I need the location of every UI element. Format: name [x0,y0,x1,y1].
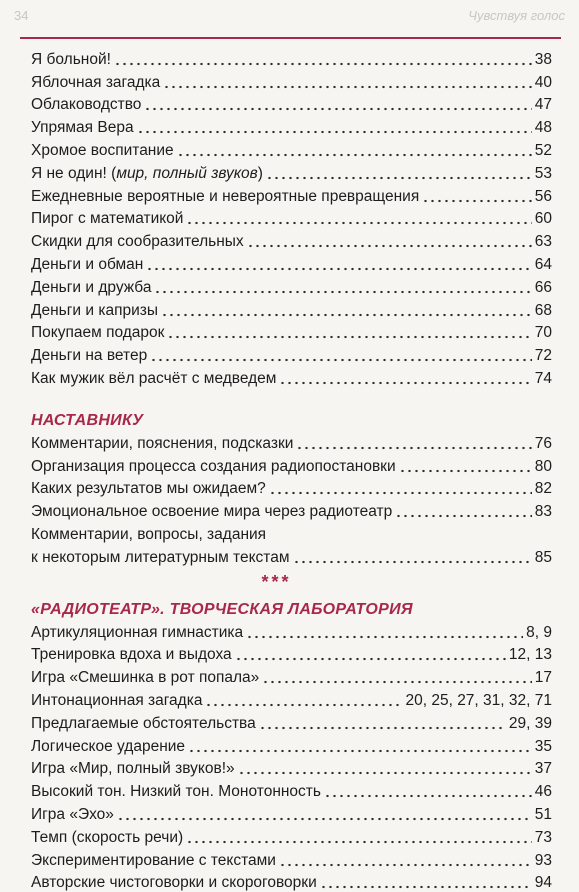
toc-entry-title-text: Яблочная загадка [31,74,160,91]
dot-leader [163,79,531,89]
dot-leader [422,193,532,203]
toc-entry-title [31,74,160,92]
toc-entry-title-text: Артикуляционная гимнастика [31,624,243,641]
toc-entry [31,476,552,499]
toc-entry-title-text: Темп (скорость речи) [31,829,183,846]
toc-entry-title [31,738,185,756]
toc-entry-title-text: Я не один! ( [31,165,116,182]
toc-entry [31,733,552,756]
toc-entry-title [31,806,114,824]
toc-entry [31,521,552,544]
running-header [14,0,565,30]
section-heading-mentor: НАСТАВНИКУ [31,388,552,430]
toc-entry [31,274,552,297]
toc-entry-title-text: Пирог с математикой [31,210,183,227]
toc-entry-page: 60 [535,210,552,228]
toc-entry-title [31,96,141,114]
dot-leader [247,238,532,248]
toc-entry-page: 53 [535,165,552,183]
toc-entry-page: 80 [535,458,552,476]
toc-entry-page: 29, 39 [509,715,552,733]
toc-entry [31,544,552,567]
dot-leader [188,743,532,753]
toc-entry-title [31,210,183,228]
separator-stars: *** [31,567,552,593]
toc-entry-title [31,760,235,778]
toc-entry-title [31,370,276,388]
toc-group-main [31,46,552,388]
toc-entry-page: 40 [535,74,552,92]
toc-entry-title [31,165,263,183]
toc-entry-title-text: Хромое воспитание [31,142,174,159]
toc-entry-title [31,256,143,274]
dot-leader [320,879,532,889]
toc-entry-title-text: к некоторым литературным текстам [31,549,290,566]
dot-leader [238,765,532,775]
toc-entry [31,824,552,847]
header-rule [20,37,561,39]
toc-entry-page: 12, 13 [509,646,552,664]
toc-entry-title [31,51,111,69]
toc-entry-title-text: Деньги и дружба [31,279,151,296]
dot-leader [150,352,532,362]
toc-entry-page: 20, 25, 27, 31, 32, 71 [405,692,552,710]
dot-leader [266,170,532,180]
toc-entry-title-text: Каких результатов мы ожидаем? [31,480,266,497]
toc-entry-title-text: Игра «Мир, полный звуков!» [31,760,235,777]
toc-entry-page: 46 [535,783,552,801]
toc-entry-page: 38 [535,51,552,69]
dot-leader [161,307,532,317]
toc-entry-page: 93 [535,852,552,870]
toc-entry [31,114,552,137]
toc-entry [31,453,552,476]
toc-entry-title-text: Комментарии, вопросы, задания [31,526,266,543]
toc-entry [31,642,552,665]
dot-leader [186,215,531,225]
dot-leader [117,811,532,821]
table-of-contents [31,46,552,892]
toc-entry-page: 8, 9 [526,624,552,642]
toc-entry-title [31,188,419,206]
toc-entry [31,92,552,115]
toc-entry-page: 73 [535,829,552,847]
toc-entry-title-end: ) [258,165,263,182]
dot-leader [177,147,532,157]
toc-entry-title-text: Предлагаемые обстоятельства [31,715,256,732]
dot-leader [114,56,532,66]
toc-entry-title-text: Деньги и капризы [31,302,158,319]
toc-entry-title [31,526,266,544]
toc-entry-title-text: Ежедневные вероятные и невероятные превращения [31,188,419,205]
toc-entry-title [31,142,174,160]
toc-entry-title-text: Игра «Эхо» [31,806,114,823]
toc-entry-title [31,503,392,521]
toc-entry-page: 68 [535,302,552,320]
toc-entry [31,619,552,642]
toc-entry-title [31,715,256,733]
toc-entry-title-text: Организация процесса создания радиопостановки [31,458,396,475]
toc-entry [31,320,552,343]
header-page-number: 34 [14,8,28,23]
toc-entry-page: 52 [535,142,552,160]
dot-leader [205,697,402,707]
toc-entry-title-text: Тренировка вдоха и выдоха [31,646,232,663]
toc-entry [31,847,552,870]
toc-entry-title-text: Интонационная загадка [31,692,202,709]
toc-entry-title-text: Игра «Смешинка в рот попала» [31,669,259,686]
toc-entry-title-text: Эмоциональное освоение мира через радиотеатр [31,503,392,520]
toc-entry [31,251,552,274]
toc-entry-title [31,829,183,847]
toc-entry-title [31,646,232,664]
toc-entry [31,46,552,69]
toc-entry [31,228,552,251]
toc-entry-page: 64 [535,256,552,274]
toc-entry [31,69,552,92]
toc-entry-title [31,119,134,137]
toc-entry-title-italic: мир, полный звуков [116,165,257,182]
toc-entry-title [31,279,151,297]
toc-entry-title-text: Как мужик вёл расчёт с медведем [31,370,276,387]
dot-leader [235,651,506,661]
toc-entry-title [31,624,243,642]
toc-entry-page: 72 [535,347,552,365]
toc-entry-title-text: Авторские чистоговорки и скороговорки [31,874,317,891]
toc-entry-page: 56 [535,188,552,206]
toc-entry [31,160,552,183]
toc-entry-title [31,783,321,801]
dot-leader [146,261,531,271]
toc-group-radiotheatre [31,619,552,892]
dot-leader [144,101,531,111]
dot-leader [259,720,506,730]
dot-leader [246,629,523,639]
dot-leader [279,375,531,385]
toc-entry [31,498,552,521]
toc-entry-page: 66 [535,279,552,297]
dot-leader [262,674,531,684]
dot-leader [167,329,531,339]
dot-leader [154,284,531,294]
toc-entry-title [31,324,164,342]
toc-entry [31,137,552,160]
toc-group-mentor [31,430,552,567]
toc-entry-page: 48 [535,119,552,137]
dot-leader [186,834,532,844]
toc-entry-title [31,480,266,498]
toc-entry-page: 70 [535,324,552,342]
toc-entry-title [31,347,147,365]
dot-leader [324,788,532,798]
toc-entry-title-text: Экспериментирование с текстами [31,852,276,869]
dot-leader [279,857,532,867]
toc-entry [31,870,552,892]
toc-entry-page: 85 [535,549,552,567]
dot-leader [293,554,532,564]
toc-entry-title-text: Упрямая Вера [31,119,134,136]
toc-entry-page: 83 [535,503,552,521]
toc-entry-title-text: Высокий тон. Низкий тон. Монотонность [31,783,321,800]
toc-entry-title-text: Облаководство [31,96,141,113]
toc-entry-title [31,458,396,476]
toc-entry [31,710,552,733]
toc-entry-page: 35 [535,738,552,756]
toc-entry-title [31,852,276,870]
toc-entry [31,183,552,206]
toc-entry-page: 74 [535,370,552,388]
toc-entry-page: 82 [535,480,552,498]
dot-leader [269,485,532,495]
dot-leader [395,508,531,518]
toc-entry [31,664,552,687]
toc-entry-title-text: Деньги и обман [31,256,143,273]
toc-entry-title-text: Покупаем подарок [31,324,164,341]
toc-entry-title-text: Я больной! [31,51,111,68]
toc-entry-title [31,435,293,453]
toc-entry [31,801,552,824]
toc-entry [31,756,552,779]
toc-entry-page: 94 [535,874,552,892]
toc-entry-title [31,692,202,710]
toc-entry [31,206,552,229]
toc-entry [31,778,552,801]
toc-entry-title [31,549,290,567]
toc-entry-page: 17 [535,669,552,687]
toc-entry-title-text: Деньги на ветер [31,347,147,364]
toc-entry-title-text: Скидки для сообразительных [31,233,244,250]
toc-entry [31,365,552,388]
toc-entry [31,297,552,320]
toc-entry-title [31,669,259,687]
toc-entry-page: 51 [535,806,552,824]
toc-entry-title-text: Логическое ударение [31,738,185,755]
toc-entry-page: 76 [535,435,552,453]
toc-entry-title [31,302,158,320]
dot-leader [137,124,532,134]
toc-entry [31,342,552,365]
toc-entry [31,687,552,710]
header-runner-title: Чувствуя голос [468,8,565,23]
dot-leader [296,440,531,450]
toc-entry-page: 37 [535,760,552,778]
toc-entry-title-text: Комментарии, пояснения, подсказки [31,435,293,452]
toc-entry-page: 63 [535,233,552,251]
toc-entry [31,430,552,453]
dot-leader [399,463,532,473]
section-heading-radiotheatre: «РАДИОТЕАТР». ТВОРЧЕСКАЯ ЛАБОРАТОРИЯ [31,593,552,619]
toc-entry-title [31,233,244,251]
toc-entry-page: 47 [535,96,552,114]
